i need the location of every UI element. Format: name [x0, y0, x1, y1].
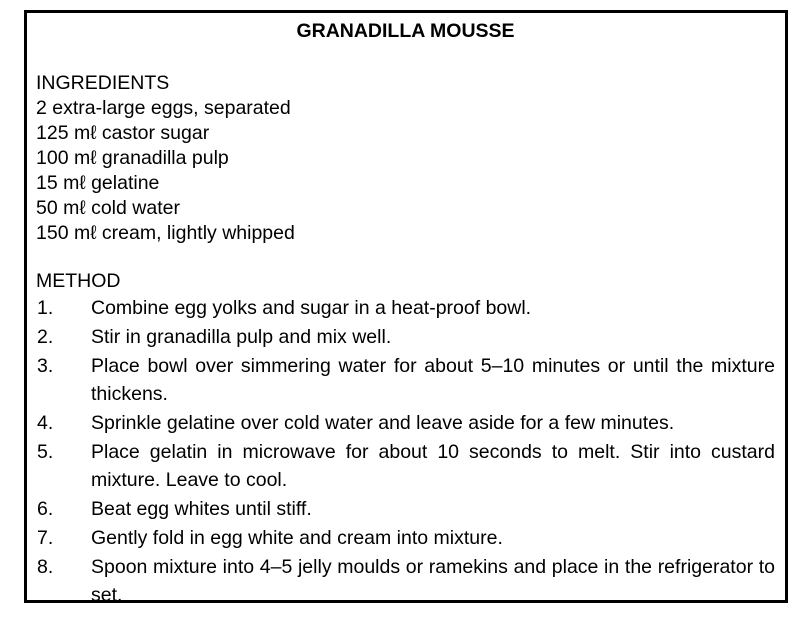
- step-number: 7.: [37, 527, 54, 549]
- step-text: Spoon mixture into 4–5 jelly moulds or ramekins and place in the refrigerator to set.: [91, 556, 775, 606]
- step-number: 6.: [37, 498, 54, 520]
- ingredient-item: 15 mℓ gelatine: [36, 172, 160, 194]
- step-number: 3.: [37, 355, 54, 377]
- step-number: 4.: [37, 412, 54, 434]
- method-step: [36, 524, 775, 552]
- step-text: Stir in granadilla pulp and mix well.: [91, 326, 392, 348]
- ingredients-list: [36, 96, 775, 246]
- method-heading: METHOD: [36, 270, 121, 292]
- method-step: [36, 409, 775, 437]
- step-text: Beat egg whites until stiff.: [91, 498, 312, 520]
- step-text: Place gelatin in microwave for about 10 seconds to melt. Stir into custard mixture. Leave to cool.: [91, 441, 775, 491]
- method-step: [36, 323, 775, 351]
- method-step: [36, 495, 775, 523]
- step-number: 2.: [37, 326, 54, 348]
- step-number: 1.: [37, 297, 54, 319]
- step-text: Place bowl over simmering water for about 5–10 minutes or until the mixture thickens.: [91, 355, 775, 405]
- ingredient-item: 2 extra-large eggs, separated: [36, 97, 291, 119]
- ingredient-item: 50 mℓ cold water: [36, 197, 180, 219]
- recipe-title: GRANADILLA MOUSSE: [296, 20, 515, 42]
- step-text: Gently fold in egg white and cream into mixture.: [91, 527, 503, 549]
- step-number: 8.: [37, 556, 54, 578]
- recipe-box: [24, 10, 788, 606]
- step-text: Sprinkle gelatine over cold water and leave aside for a few minutes.: [91, 412, 675, 434]
- step-text: Combine egg yolks and sugar in a heat-proof bowl.: [91, 297, 532, 319]
- ingredient-item: 100 mℓ granadilla pulp: [36, 147, 229, 169]
- ingredient-item: 125 mℓ castor sugar: [36, 122, 210, 144]
- method-step: [36, 352, 775, 408]
- method-step: [36, 294, 775, 322]
- method-steps: [36, 294, 775, 609]
- ingredient-item: 150 mℓ cream, lightly whipped: [36, 222, 295, 244]
- step-number: 5.: [37, 441, 54, 463]
- ingredients-heading: INGREDIENTS: [36, 72, 170, 94]
- method-step: [36, 438, 775, 494]
- method-step: [36, 553, 775, 609]
